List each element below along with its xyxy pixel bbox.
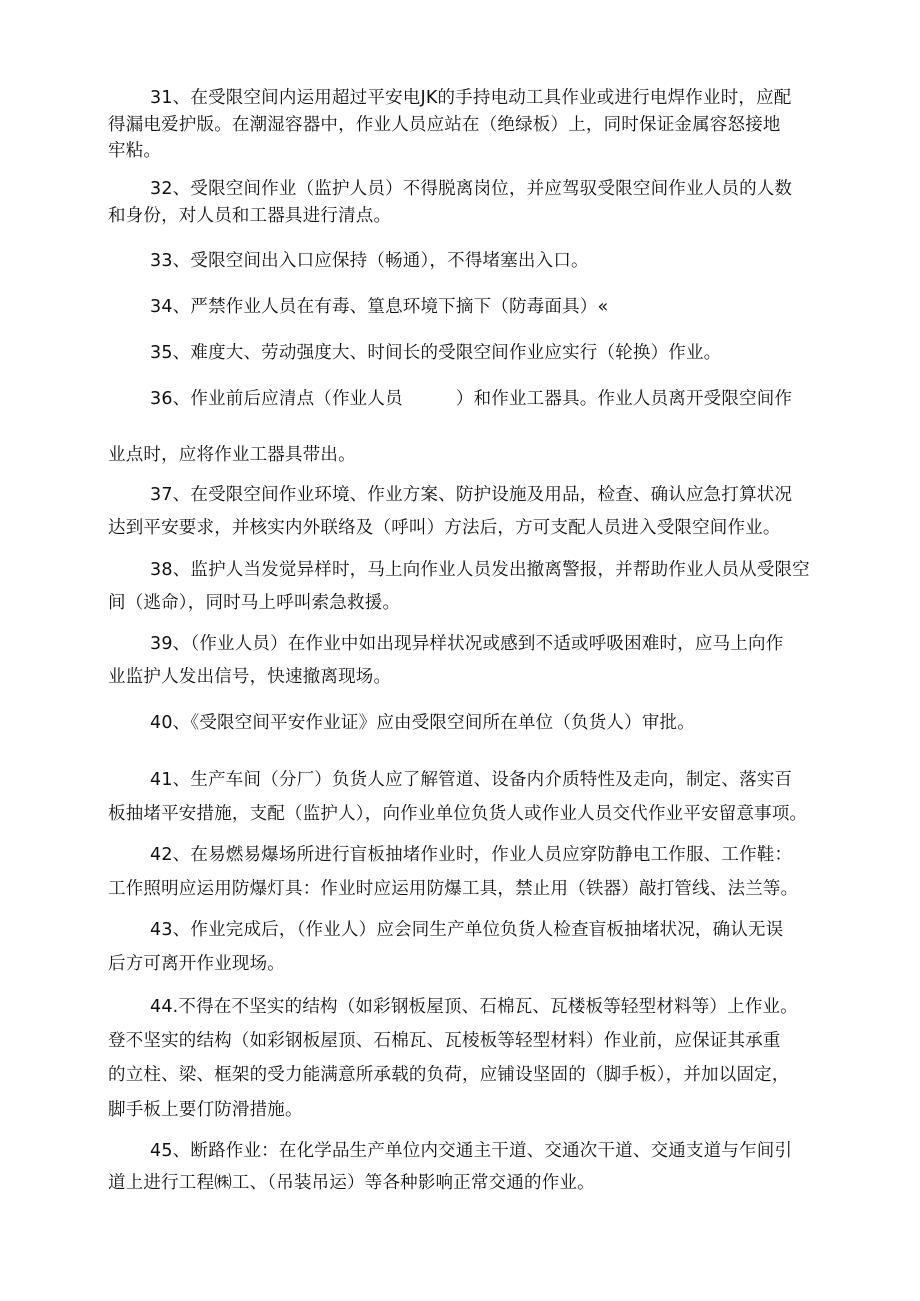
paragraph-42-line-1: 42、在易燃易爆场所进行盲板抽堵作业时，作业人员应穿防静电工作服、工作鞋：: [150, 845, 793, 865]
paragraph-42-line-2: 工作照明应运用防爆灯具：作业时应运用防爆工具，禁止用（铁器）敲打管线、法兰等。: [108, 879, 799, 899]
paragraph-43-line-1: 43、作业完成后，（作业人）应会同生产单位负货人检查盲板抽堵状况，确认无误: [150, 920, 784, 940]
paragraph-32-line-2: 和身份，对人员和工器具进行清点。: [108, 206, 392, 226]
paragraph-36-line-1: 36、作业前后应清点（作业人员 ）和作业工器具。作业人员离开受限空间作: [150, 389, 793, 409]
paragraph-33-line-1: 33、受限空间出入口应保持（畅通），不得堵塞出入口。: [150, 251, 589, 271]
paragraph-44-line-2: 登不坚实的结构（如彩钢板屋顶、石棉瓦、瓦棱板等轻型材料）作业前，应保证其承重: [108, 1031, 781, 1051]
paragraph-37-line-2: 达到平安要求，并核实内外联络及（呼叫）方法后，方可支配人员进入受限空间作业。: [108, 518, 781, 538]
paragraph-38-line-2: 间（逃命），同时马上呼叫索急救援。: [108, 593, 401, 613]
paragraph-32-line-1: 32、受限空间作业（监护人员）不得脱离岗位，并应驾驭受限空间作业人员的人数: [150, 179, 793, 199]
paragraph-34-line-1: 34、严禁作业人员在有毒、篁息环境下摘下（防毒面具）«: [150, 297, 609, 317]
paragraph-45-line-1: 45、断路作业：在化学品生产单位内交通主干道、交通次干道、交通支道与乍间引: [150, 1141, 793, 1161]
paragraph-39-line-1: 39、（作业人员）在作业中如出现异样状况或感到不适或呼吸困难时，应马上向作: [150, 634, 784, 654]
paragraph-36-line-2: 业点时，应将作业工器具带出。: [108, 445, 356, 465]
paragraph-43-line-2: 后方可离开作业现场。: [108, 954, 285, 974]
paragraph-44-line-3: 的立柱、梁、框架的受力能满意所承载的负荷，应铺设坚固的（脚手板），并加以固定，: [108, 1065, 790, 1085]
paragraph-45-line-2: 道上进行工程㈱工、（吊装吊运）等各种影响正常交通的作业。: [108, 1173, 595, 1193]
paragraph-31-line-2: 得漏电爱护版。在潮湿容器中，作业人员应站在（绝绿板）上，同时保证金属容怒接地: [108, 115, 781, 135]
paragraph-35-line-1: 35、难度大、劳动强度大、时间长的受限空间作业应实行（轮换）作业。: [150, 343, 722, 363]
paragraph-37-line-1: 37、在受限空间作业环境、作业方案、防护设施及用品，检查、确认应急打算状况: [150, 485, 793, 505]
paragraph-39-line-2: 业监护人发出信号，快速撤离现场。: [108, 667, 392, 687]
paragraph-41-line-1: 41、生产车间（分厂）负货人应了解管道、设备内介质特性及走向，制定、落实百: [150, 770, 793, 790]
paragraph-31-line-1: 31、在受限空间内运用超过平安电JK的手持电动工具作业或进行电焊作业时，应配: [150, 88, 792, 108]
paragraph-44-line-4: 脚手板上要仃防滑措施。: [108, 1100, 303, 1120]
paragraph-31-line-3: 牢粘。: [108, 141, 162, 161]
paragraph-40-line-1: 40、《受限空间平安作业证》应由受限空间所在单位（负货人）审批。: [150, 713, 695, 733]
paragraph-38-line-1: 38、监护人当发觉异样时，马上向作业人员发出撤离警报，并帮助作业人员从受限空: [150, 560, 810, 580]
paragraph-41-line-2: 板抽堵平安措施，支配（监护人），向作业单位负货人或作业人员交代作业平安留意事项。: [108, 804, 808, 824]
paragraph-44-line-1: 44.不得在不坚实的结构（如彩钢板屋顶、石棉瓦、瓦楼板等轻型材料等）上作业。: [150, 997, 798, 1017]
